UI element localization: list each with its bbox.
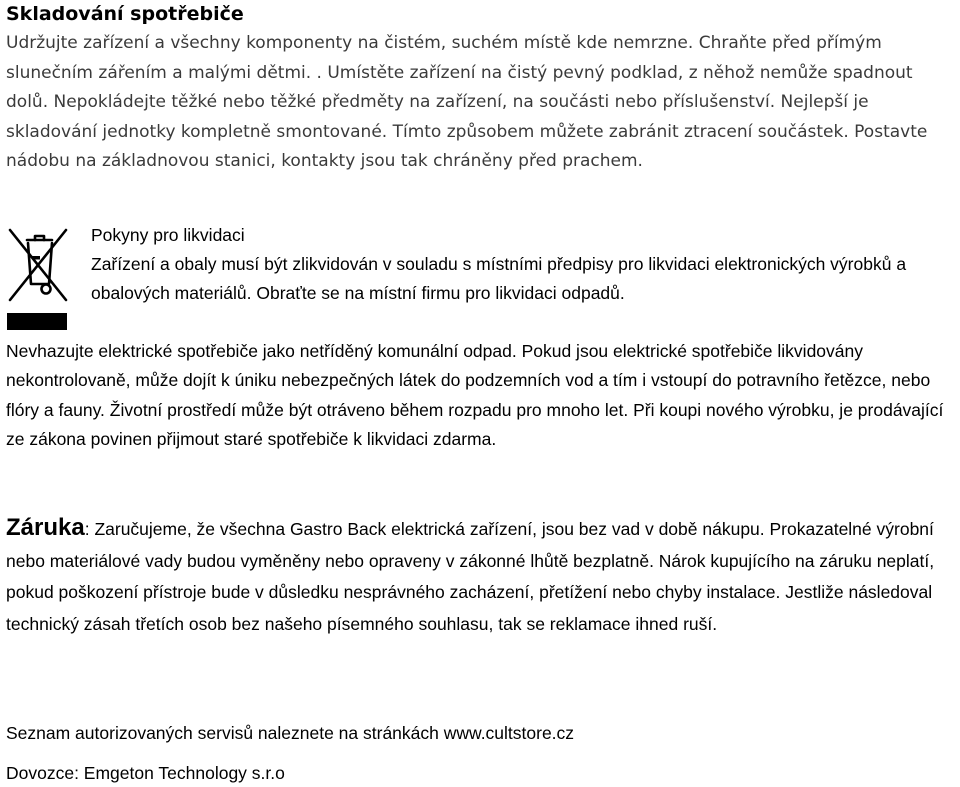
disposal-heading: Pokyny pro likvidaci (91, 225, 245, 245)
storage-heading: Skladování spotřebiče (6, 3, 244, 25)
crossed-out-wheelie-bin-icon (6, 226, 70, 332)
disposal-instructions (91, 221, 951, 308)
disposal-paragraph: Nevhazujte elektrické spotřebiče jako netříděný komunální odpad. Pokud jsou elektrické spotřebiče likvidovány nekontrolovaně, může dojít k úniku nebezpečných látek do podzemních vod a tím i vstoupí do potravního řetězce, nebo flóry a fauny. Životní prostředí může být otráveno během rozpadu pro mnoho let. Při koupi nového výrobku, je prodávající ze zákona povinen přijmout staré spotřebiče k likvidaci zdarma. (6, 341, 944, 449)
warranty-title: Záruka (6, 514, 85, 541)
importer-line: Dovozce: Emgeton Technology s.r.o (6, 763, 285, 783)
warranty-paragraph (6, 512, 946, 640)
storage-paragraph: Udržujte zařízení a všechny komponenty na čistém, suchém místě kde nemrzne. Chraňte před přímým slunečním zářením a malými dětmi. . Umístěte zařízení na čistý pevný podklad, z něhož nemůže spadnout dolů. Nepokládejte těžké nebo těžké předměty na zařízení, na součásti nebo příslušenství. Nejlepší je skladování jednotky kompletně smontované. Tímto způsobem můžete zabránit ztracení součástek. Postavte nádobu na základnovou stanici, kontakty jsou tak chráněny před prachem. (6, 33, 928, 171)
disposal-intro: Zařízení a obaly musí být zlikvidován v souladu s místními předpisy pro likvidaci elektronických výrobků a obalových materiálů. Obraťte se na místní firmu pro likvidaci odpadů. (91, 254, 907, 303)
warranty-text: Zaručujeme, že všechna Gastro Back elektrická zařízení, jsou bez vad v době nákupu. Prokazatelné výrobní nebo materiálové vady budou vyměněny nebo opraveny v zákonné lhůtě bezplatně. Nárok kupujícího na záruku neplatí, pokud poškození přístroje bude v důsledku nesprávného zacházení, přetížení nebo chyby instalace. Jestliže následoval technický zásah třetích osob bez našeho písemného souhlasu, tak se reklamace ihned ruší. (6, 519, 935, 634)
service-list-note: Seznam autorizovaných servisů naleznete na stránkách www.cultstore.cz (6, 723, 575, 743)
warranty-separator: : (84, 519, 95, 539)
